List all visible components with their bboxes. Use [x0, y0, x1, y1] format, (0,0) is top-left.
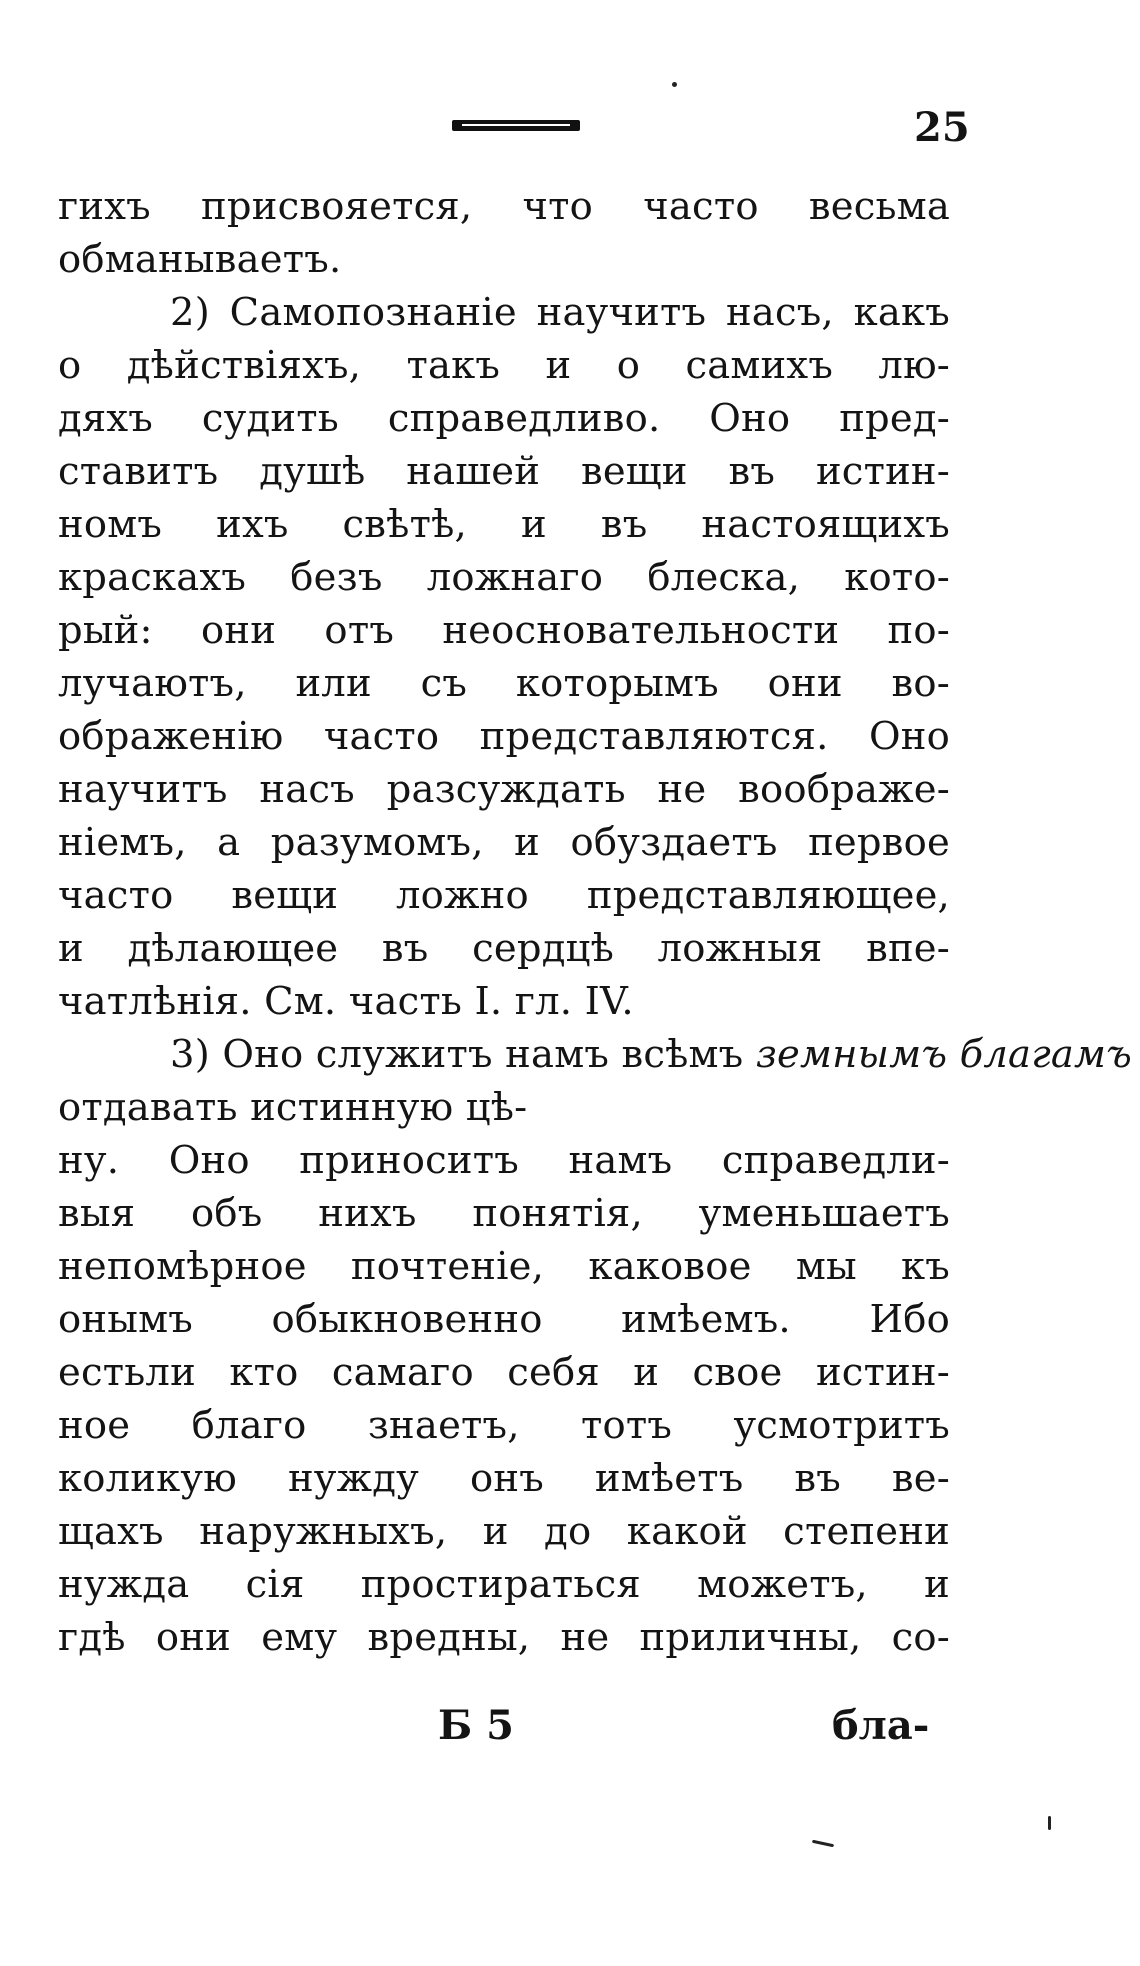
text-line: щахъ наружныхъ, и до какой степени	[58, 1509, 950, 1554]
text-line: гдѣ они ему вредны, не приличны, со-	[58, 1615, 950, 1660]
text-line: номъ ихъ свѣтѣ, и въ настоящихъ	[58, 502, 950, 547]
text-line: часто вещи ложно представляющее,	[58, 873, 950, 918]
text-line: нужда сія простираться можетъ, и	[58, 1562, 950, 1607]
catchword: бла-	[832, 1702, 930, 1749]
page-number: 25	[914, 104, 970, 151]
text-line: ніемъ, а разумомъ, и обуздаетъ первое	[58, 820, 950, 865]
ink-speck	[1048, 1816, 1051, 1830]
text-line: коликую нужду онъ имѣетъ въ ве-	[58, 1456, 950, 1501]
text-line: ставитъ душѣ нашей вещи въ истин-	[58, 449, 950, 494]
text-line: краскахъ безъ ложнаго блеска, кото-	[58, 555, 950, 600]
text-line: дяхъ судить справедливо. Оно пред-	[58, 396, 950, 441]
body-text	[58, 180, 1133, 1664]
page-footer	[0, 1702, 1140, 1762]
text-line: обманываетъ.	[58, 237, 342, 282]
text-line: научитъ насъ разсуждать не воображе-	[58, 767, 950, 812]
text-line: и дѣлающее въ сердцѣ ложныя впе-	[58, 926, 950, 971]
text-line: естьли кто самаго себя и свое истин-	[58, 1350, 950, 1395]
italic-segment: земнымъ благамъ	[755, 1032, 1133, 1077]
ink-speck	[812, 1840, 834, 1848]
text-line: о дѣйствіяхъ, такъ и о самихъ лю-	[58, 343, 950, 388]
text-line: 2) Самопознаніе научитъ насъ, какъ	[170, 290, 950, 335]
text-segment: 3) Оно служитъ намъ всѣмъ	[170, 1032, 756, 1077]
signature-mark: Б 5	[438, 1702, 514, 1749]
text-line: ну. Оно приноситъ намъ справедли-	[58, 1138, 950, 1183]
text-line: рый: они отъ неосновательности по-	[58, 608, 950, 653]
text-line: выя объ нихъ понятія, уменьшаетъ	[58, 1191, 950, 1236]
header-rule	[452, 120, 580, 131]
text-line: ображенію часто представляются. Оно	[58, 714, 950, 759]
text-line: чатлѣнія. См. часть I. гл. IV.	[58, 979, 634, 1024]
text-line: непомѣрное почтеніе, каковое мы къ	[58, 1244, 950, 1289]
text-line: онымъ обыкновенно имѣемъ. Ибо	[58, 1297, 950, 1342]
ink-speck	[672, 82, 677, 87]
text-line	[58, 1028, 1133, 1081]
text-line: ное благо знаетъ, тотъ усмотритъ	[58, 1403, 950, 1448]
text-line: отдавать истинную цѣ-	[58, 1085, 528, 1130]
text-line: гихъ присвояется, что часто весьма	[58, 184, 950, 229]
text-line: лучаютъ, или съ которымъ они во-	[58, 661, 950, 706]
